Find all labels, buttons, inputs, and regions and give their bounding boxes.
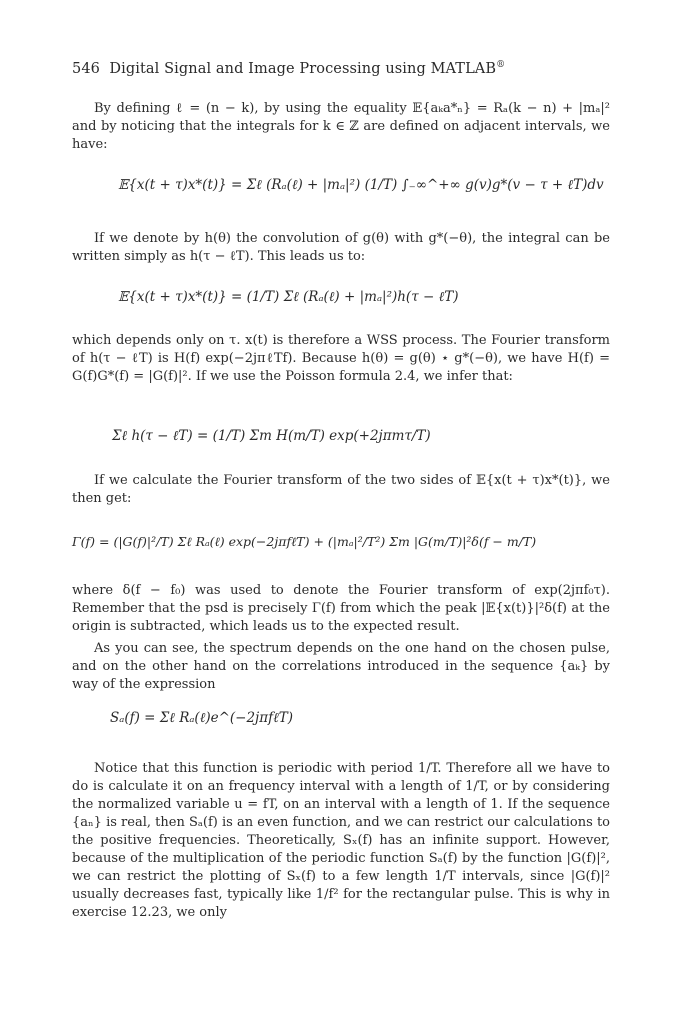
running-header xyxy=(72,60,505,77)
paragraph-2: If we denote by h(θ) the convolution of g(θ) with g*(−θ), the integral can be written simply as h(τ − ℓT). This leads us to: xyxy=(72,231,610,264)
equation-4-text: Γ(f) = (|G(f)|²/T) Σℓ Rₐ(ℓ) exp(−2jπfℓT) + (|mₐ|²/T²) Σm |G(m/T)|²δ(f − m/T) xyxy=(72,534,537,549)
paragraph-1: By defining ℓ = (n − k), by using the equality 𝔼{aₖa*ₙ} = Rₐ(k − n) + |mₐ|² and by noticing that the integrals for k ∈ ℤ are defined on adjacent intervals, we have: xyxy=(72,101,610,152)
paragraph-6: As you can see, the spectrum depends on the one hand on the chosen pulse, and on the other hand on the correlations introduced in the sequence {aₖ} by way of the expression xyxy=(72,641,610,692)
equation-4 xyxy=(72,534,610,550)
paragraph-7: Notice that this function is periodic with period 1/T. Therefore all we have to do is calculate it on an frequency interval with a length of 1/T, or by considering the normalized variable u = fT, on an interval with a length of 1. If the sequence {aₙ} is real, then Sₐ(f) is an even function, and we can restrict our calculations to the positive frequencies. Theoretically, Sₓ(f) has an infinite support. However, because of the multiplication of the periodic function Sₐ(f) by the function |G(f)|², we can restrict the plotting of Sₓ(f) to a few length 1/T intervals, since |G(f)|² usually decreases fast, typically like 1/f² for the rectangular pulse. This is why in exercise 12.23, we only xyxy=(72,761,610,920)
page-number: 546 xyxy=(72,60,100,77)
equation-3-text: Σℓ h(τ − ℓT) = (1/T) Σm H(m/T) exp(+2jπmτ/T) xyxy=(112,428,431,444)
paragraph-3: which depends only on τ. x(t) is therefore a WSS process. The Fourier transform of h(τ − ℓT) is H(f) exp(−2jπℓTf). Because h(θ) = g(θ) ⋆ g*(−θ), we have H(f) = G(f)G*(f) = |G(f)|². If we use the Poisson formula 2.4, we infer that: xyxy=(72,333,610,384)
equation-5 xyxy=(110,710,648,726)
equation-3 xyxy=(112,428,650,444)
equation-1 xyxy=(118,177,656,193)
paragraph-5: where δ(f − f₀) was used to denote the Fourier transform of exp(2jπf₀τ). Remember that the psd is precisely Γ(f) from which the peak |𝔼{x(t)}|²δ(f) at the origin is subtracted, which leads us to the expected result. xyxy=(72,583,610,634)
registered-mark: ® xyxy=(496,60,506,70)
equation-1-text: 𝔼{x(t + τ)x*(t)} = Σℓ (Rₐ(ℓ) + |mₐ|²) (1/T) ∫₋∞^+∞ g(v)g*(v − τ + ℓT)dv xyxy=(118,177,604,193)
equation-2-text: 𝔼{x(t + τ)x*(t)} = (1/T) Σℓ (Rₐ(ℓ) + |mₐ|²)h(τ − ℓT) xyxy=(118,289,459,305)
paragraph-4: If we calculate the Fourier transform of the two sides of 𝔼{x(t + τ)x*(t)}, we then get: xyxy=(72,473,610,506)
equation-5-text: Sₐ(f) = Σℓ Rₐ(ℓ)e^(−2jπfℓT) xyxy=(110,710,294,726)
book-title: Digital Signal and Image Processing using MATLAB xyxy=(109,60,497,77)
equation-2 xyxy=(118,289,656,305)
